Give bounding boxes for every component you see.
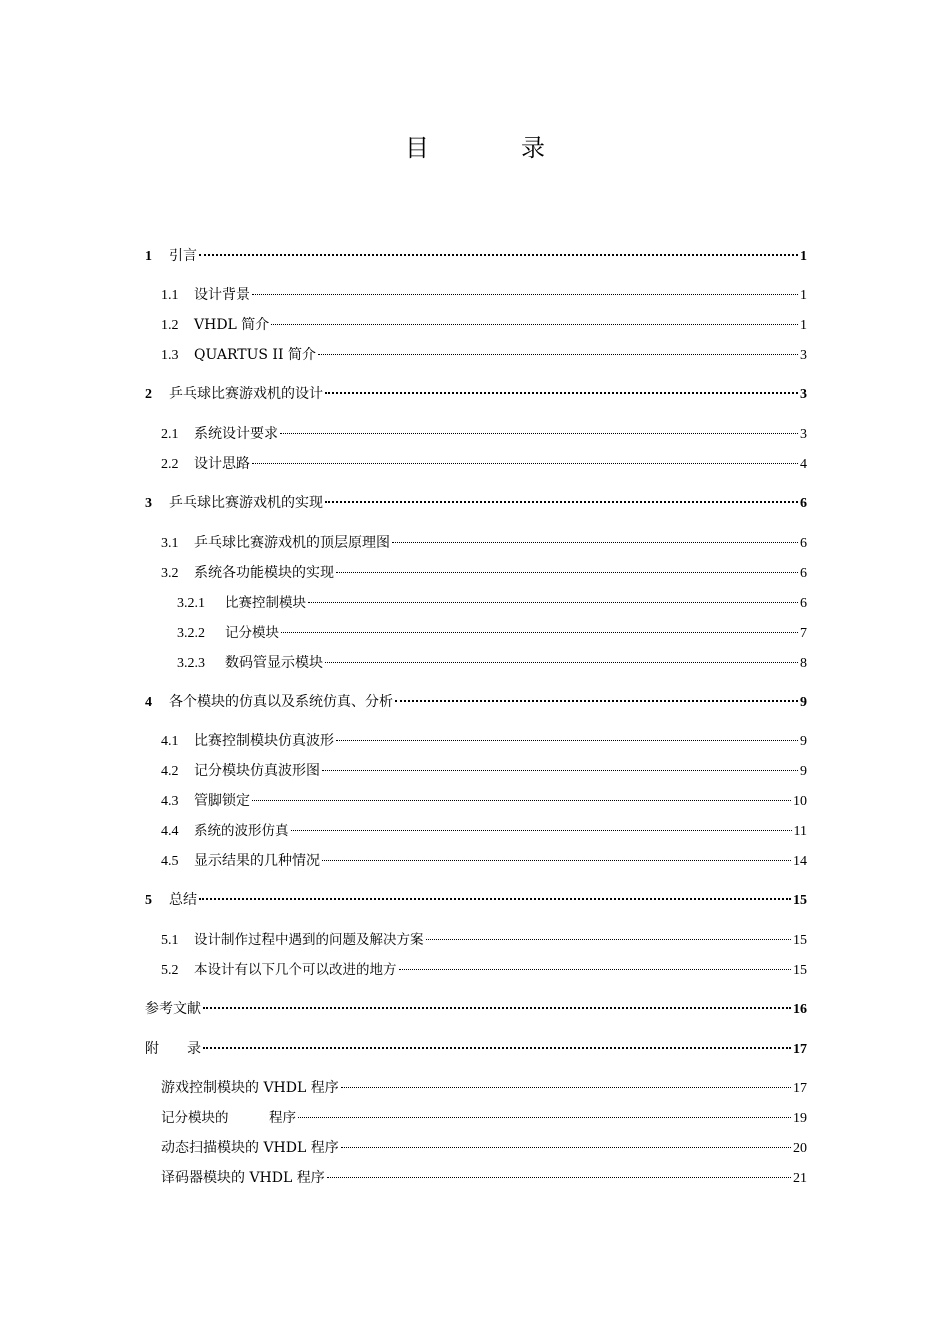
toc-entry-page-number: 15 (793, 963, 807, 978)
dot-leader (298, 1117, 791, 1118)
toc-entry-page-number: 9 (800, 695, 807, 710)
dot-leader (203, 1007, 791, 1009)
toc-entry-title: 记分模块 (225, 625, 279, 641)
toc-entry-page-number: 8 (800, 656, 807, 671)
toc-entry-page-number: 17 (793, 1081, 807, 1096)
dot-leader (322, 770, 798, 771)
toc-entry-title: 引言 (169, 248, 197, 264)
toc-entry-page-number: 9 (800, 764, 807, 779)
dot-leader (325, 662, 798, 663)
toc-entry[interactable] (161, 1168, 807, 1188)
toc-entry[interactable] (145, 1039, 807, 1059)
dot-leader (325, 501, 798, 503)
dot-leader (341, 1147, 791, 1148)
toc-entry-title: 游戏控制模块的 VHDL 程序 (161, 1080, 339, 1096)
toc-entry-title: QUARTUS II 简介 (194, 347, 316, 363)
toc-entry[interactable] (145, 384, 807, 404)
dot-leader (199, 898, 791, 900)
toc-entry-page-number: 11 (793, 824, 807, 839)
toc-entry-number: 4.2 (161, 764, 179, 779)
toc-entry-page-number: 3 (800, 427, 807, 442)
toc-entry[interactable] (177, 623, 807, 643)
dot-leader (327, 1177, 791, 1178)
toc-entry[interactable] (161, 1078, 807, 1098)
toc-entry-title: 记分模块的 程序 (161, 1110, 296, 1126)
dot-leader (252, 800, 791, 801)
toc-entry-page-number: 15 (793, 933, 807, 948)
dot-leader (318, 354, 798, 355)
toc-entry[interactable] (161, 563, 807, 583)
toc-entry-title: 设计制作过程中遇到的问题及解决方案 (194, 932, 424, 948)
toc-entry[interactable] (161, 731, 807, 751)
toc-entry-title: 本设计有以下几个可以改进的地方 (194, 962, 397, 978)
toc-entry-page-number: 3 (800, 348, 807, 363)
toc-entry-number: 4.1 (161, 734, 179, 749)
toc-entry[interactable] (161, 345, 807, 365)
toc-entry-number: 5.1 (161, 933, 179, 948)
dot-leader (392, 542, 798, 543)
page-title: 目 录 (405, 134, 579, 162)
toc-entry[interactable] (145, 890, 807, 910)
dot-leader (325, 392, 798, 394)
toc-entry-title: 附 录 (145, 1041, 201, 1057)
toc-entry-number: 4 (145, 695, 152, 710)
toc-entry-title: VHDL 简介 (194, 317, 270, 333)
toc-entry-number: 3.2.2 (177, 626, 205, 641)
toc-entry-title: 参考文献 (145, 1001, 201, 1017)
toc-entry-page-number: 1 (800, 249, 807, 264)
toc-entry-page-number: 14 (793, 854, 807, 869)
toc-entry[interactable] (161, 930, 807, 950)
toc-entry[interactable] (161, 1108, 807, 1128)
toc-entry-number: 2 (145, 387, 152, 402)
dot-leader (280, 433, 798, 434)
toc-entry-title: 系统设计要求 (194, 426, 278, 442)
toc-entry-title: 比赛控制模块仿真波形 (194, 733, 334, 749)
dot-leader (322, 860, 791, 861)
toc-entry-title: 乒乓球比赛游戏机的实现 (169, 495, 323, 511)
toc-entry-title: 系统的波形仿真 (194, 823, 289, 839)
toc-entry-number: 3.2.3 (177, 656, 205, 671)
toc-entry-title: 译码器模块的 VHDL 程序 (161, 1170, 325, 1186)
dot-leader (395, 700, 798, 702)
toc-entry-number: 3 (145, 496, 152, 511)
toc-entry[interactable] (161, 821, 807, 841)
toc-entry[interactable] (177, 593, 807, 613)
toc-entry-page-number: 1 (800, 318, 807, 333)
toc-entry[interactable] (161, 315, 807, 335)
dot-leader (271, 324, 798, 325)
toc-entry-title: 乒乓球比赛游戏机的顶层原理图 (194, 535, 390, 551)
toc-entry-page-number: 17 (793, 1042, 807, 1057)
toc-entry-number: 4.4 (161, 824, 179, 839)
toc-entry-title: 动态扫描模块的 VHDL 程序 (161, 1140, 339, 1156)
toc-entry-page-number: 4 (800, 457, 807, 472)
toc-entry-number: 2.1 (161, 427, 179, 442)
dot-leader (399, 969, 792, 970)
toc-entry-title: 设计思路 (194, 456, 250, 472)
toc-entry[interactable] (145, 692, 807, 712)
toc-entry-title: 乒乓球比赛游戏机的设计 (169, 386, 323, 402)
toc-entry-title: 记分模块仿真波形图 (194, 763, 320, 779)
dot-leader (341, 1087, 791, 1088)
dot-leader (336, 572, 798, 573)
toc-entry-page-number: 21 (793, 1171, 807, 1186)
toc-entry[interactable] (161, 1138, 807, 1158)
toc-entry[interactable] (177, 653, 807, 673)
toc-entry-number: 3.2 (161, 566, 179, 581)
toc-entry[interactable] (161, 761, 807, 781)
toc-entry-page-number: 9 (800, 734, 807, 749)
toc-entry[interactable] (161, 791, 807, 811)
toc-entry-page-number: 15 (793, 893, 807, 908)
toc-entry[interactable] (161, 424, 807, 444)
toc-entry-page-number: 19 (793, 1111, 807, 1126)
toc-entry-page-number: 1 (800, 288, 807, 303)
toc-entry[interactable] (161, 285, 807, 305)
dot-leader (203, 1047, 791, 1049)
toc-entry[interactable] (161, 454, 807, 474)
toc-entry-number: 1.3 (161, 348, 179, 363)
toc-entry-title: 数码管显示模块 (225, 655, 323, 671)
toc-entry-page-number: 6 (800, 566, 807, 581)
dot-leader (336, 740, 798, 741)
toc-entry[interactable] (161, 533, 807, 553)
dot-leader (308, 602, 798, 603)
toc-entry[interactable] (145, 493, 807, 513)
toc-entry-page-number: 20 (793, 1141, 807, 1156)
toc-entry-page-number: 10 (793, 794, 807, 809)
toc-entry-number: 4.3 (161, 794, 179, 809)
toc-entry-page-number: 6 (800, 596, 807, 611)
toc-entry-number: 3.1 (161, 536, 179, 551)
toc-entry-number: 5 (145, 893, 152, 908)
toc-entry-page-number: 7 (800, 626, 807, 641)
toc-entry-title: 系统各功能模块的实现 (194, 565, 334, 581)
toc-entry-title: 管脚锁定 (194, 793, 250, 809)
toc-entry-title: 显示结果的几种情况 (194, 853, 320, 869)
toc-entry-number: 5.2 (161, 963, 179, 978)
toc-entry-title: 比赛控制模块 (225, 595, 306, 611)
toc-entry-title: 总结 (169, 892, 197, 908)
dot-leader (252, 294, 798, 295)
toc-entry-title: 各个模块的仿真以及系统仿真、分析 (169, 694, 393, 710)
toc-entry[interactable] (145, 246, 807, 266)
toc-entry-number: 1 (145, 249, 152, 264)
toc-entry-number: 1.2 (161, 318, 179, 333)
dot-leader (291, 830, 792, 831)
dot-leader (199, 254, 798, 256)
dot-leader (281, 632, 798, 633)
toc-entry-page-number: 6 (800, 536, 807, 551)
toc-entry-number: 1.1 (161, 288, 179, 303)
toc-entry-page-number: 3 (800, 387, 807, 402)
toc-entry-number: 4.5 (161, 854, 179, 869)
toc-entry-title: 设计背景 (194, 287, 250, 303)
toc-entry-page-number: 6 (800, 496, 807, 511)
toc-entry-number: 3.2.1 (177, 596, 205, 611)
toc-entry[interactable] (145, 999, 807, 1019)
toc-entry-number: 2.2 (161, 457, 179, 472)
dot-leader (426, 939, 792, 940)
toc-entry-page-number: 16 (793, 1002, 807, 1017)
toc-entry[interactable] (161, 960, 807, 980)
toc-entry[interactable] (161, 851, 807, 871)
dot-leader (252, 463, 798, 464)
